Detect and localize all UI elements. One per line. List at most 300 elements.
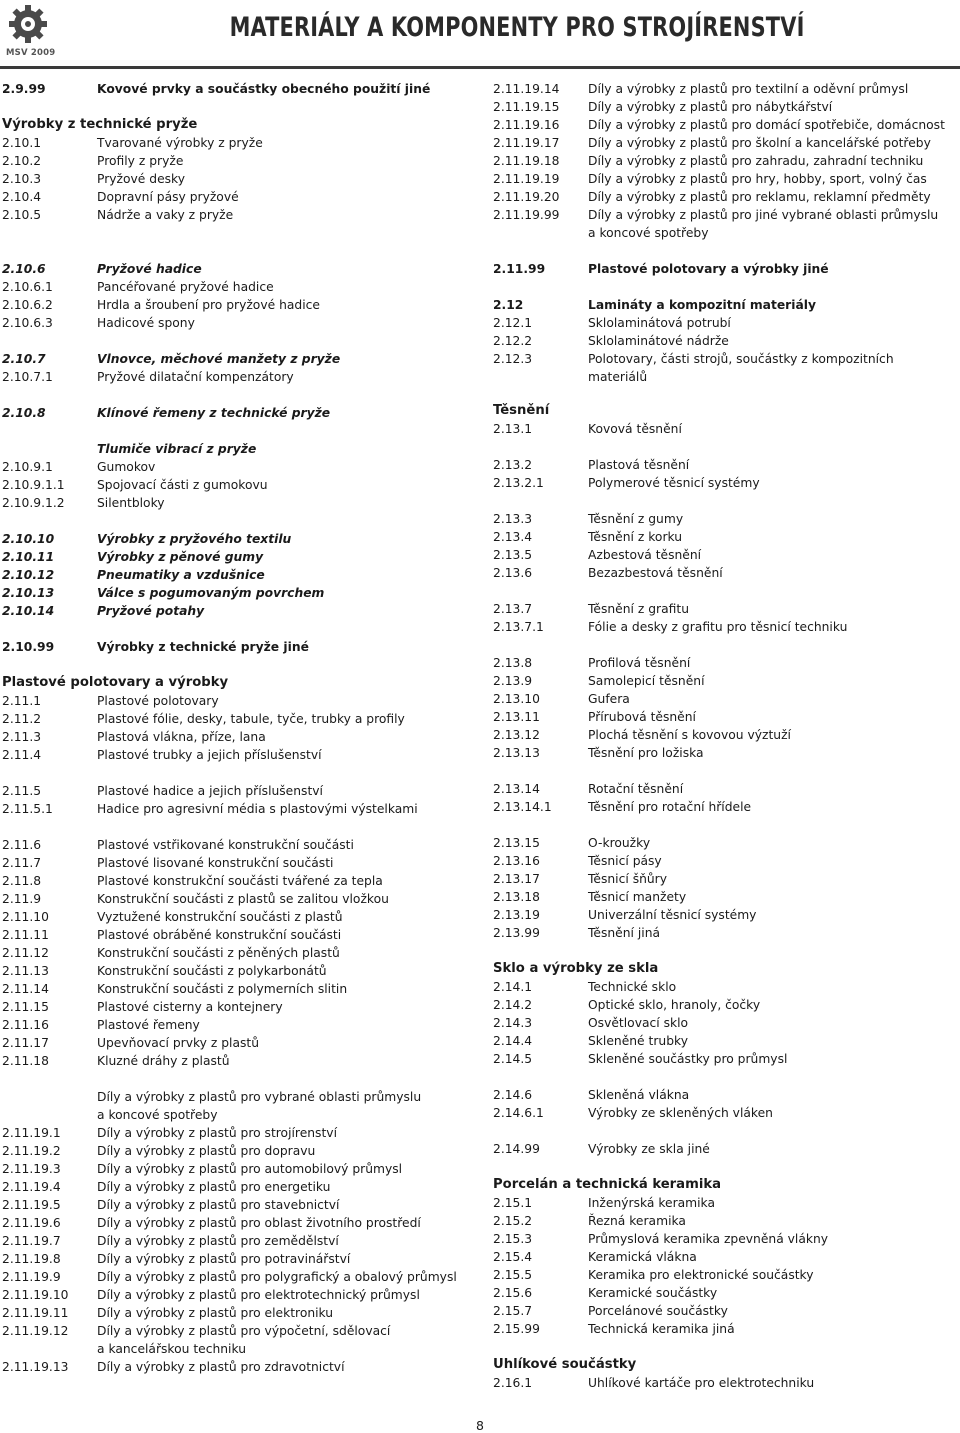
entry-label: Optické sklo, hranoly, čočky xyxy=(588,998,761,1012)
entry-code: 2.14.99 xyxy=(493,1142,540,1156)
catalog-entry xyxy=(493,314,955,332)
catalog-entry xyxy=(2,1106,472,1124)
entry-code: 2.13.11 xyxy=(493,710,540,724)
catalog-entry xyxy=(493,978,955,996)
catalog-entry xyxy=(2,440,472,458)
entry-label: Pryžové potahy xyxy=(97,604,205,618)
spacer xyxy=(493,582,955,600)
catalog-entry xyxy=(2,602,472,620)
left-column xyxy=(2,80,472,1376)
catalog-entry xyxy=(2,980,472,998)
entry-label: Silentbloky xyxy=(97,496,165,510)
entry-label: Díly a výrobky z plastů pro elektrotechnický průmysl xyxy=(97,1288,420,1302)
entry-code: 2.11.5.1 xyxy=(2,802,53,816)
entry-label: Válce s pogumovaným povrchem xyxy=(97,586,325,600)
entry-code: 2.13.19 xyxy=(493,908,540,922)
entry-label: Samolepicí těsnění xyxy=(588,674,705,688)
catalog-entry xyxy=(2,872,472,890)
entry-label: Přírubová těsnění xyxy=(588,710,696,724)
catalog-entry xyxy=(2,530,472,548)
header-divider xyxy=(0,66,960,69)
entry-label: Průmyslová keramika zpevněná vlákny xyxy=(588,1232,829,1246)
catalog-entry xyxy=(493,906,955,924)
catalog-entry xyxy=(2,962,472,980)
catalog-entry xyxy=(493,870,955,888)
entry-code: 2.15.7 xyxy=(493,1304,533,1318)
entry-label: Skleněná vlákna xyxy=(588,1088,690,1102)
entry-label: O-kroužky xyxy=(588,836,651,850)
entry-label: Plastové obráběné konstrukční součásti xyxy=(97,928,342,942)
entry-code: 2.11.16 xyxy=(2,1018,49,1032)
entry-code: 2.11.19.12 xyxy=(2,1324,69,1338)
catalog-entry xyxy=(2,1178,472,1196)
catalog-entry xyxy=(493,296,955,314)
catalog-entry xyxy=(493,456,955,474)
catalog-entry xyxy=(2,476,472,494)
catalog-entry xyxy=(493,888,955,906)
entry-label: Spojovací části z gumokovu xyxy=(97,478,268,492)
spacer xyxy=(2,422,472,440)
entry-code: 2.11.5 xyxy=(2,784,42,798)
entry-code: 2.10.7.1 xyxy=(2,370,53,384)
catalog-entry xyxy=(2,728,472,746)
catalog-entry xyxy=(2,1358,472,1376)
entry-code: 2.13.16 xyxy=(493,854,540,868)
catalog-entry xyxy=(493,690,955,708)
entry-code: 2.14.6 xyxy=(493,1088,533,1102)
entry-label: Plochá těsnění s kovovou výztuží xyxy=(588,728,791,742)
entry-label: Azbestová těsnění xyxy=(588,548,702,562)
entry-label: Výrobky z technické pryže jiné xyxy=(97,640,309,654)
entry-code: 2.10.10 xyxy=(2,532,55,546)
catalog-entry xyxy=(2,494,472,512)
entry-code: 2.14.6.1 xyxy=(493,1106,544,1120)
entry-code: 2.11.19.5 xyxy=(2,1198,61,1212)
entry-label: Výrobky ze skla jiné xyxy=(588,1142,710,1156)
entry-label: Pryžové hadice xyxy=(97,262,202,276)
entry-label: Těsnění pro rotační hřídele xyxy=(588,800,752,814)
entry-code: 2.14.2 xyxy=(493,998,533,1012)
entry-code: 2.11.18 xyxy=(2,1054,49,1068)
entry-code: 2.10.99 xyxy=(2,640,55,654)
entry-code: 2.11.9 xyxy=(2,892,42,906)
catalog-entry xyxy=(2,368,472,386)
entry-code: 2.13.5 xyxy=(493,548,533,562)
entry-label: Těsnicí manžety xyxy=(588,890,687,904)
entry-code: 2.13.12 xyxy=(493,728,540,742)
entry-label: Rotační těsnění xyxy=(588,782,684,796)
entry-code: 2.10.6.3 xyxy=(2,316,53,330)
entry-label: Díly a výrobky z plastů pro textilní a oděvní průmysl xyxy=(588,82,909,96)
entry-label: Pryžové desky xyxy=(97,172,185,186)
catalog-entry xyxy=(2,1214,472,1232)
spacer xyxy=(2,512,472,530)
catalog-entry xyxy=(493,600,955,618)
entry-label: Plastové cisterny a kontejnery xyxy=(97,1000,283,1014)
catalog-entry xyxy=(2,1250,472,1268)
catalog-entry xyxy=(493,1212,955,1230)
entry-code: 2.11.19.1 xyxy=(2,1126,61,1140)
entry-label: Díly a výrobky z plastů pro potravinářství xyxy=(97,1252,351,1266)
entry-code: 2.13.99 xyxy=(493,926,540,940)
catalog-entry xyxy=(2,1124,472,1142)
entry-label: Díly a výrobky z plastů pro oblast životního prostředí xyxy=(97,1216,421,1230)
spacer xyxy=(493,492,955,510)
catalog-entry xyxy=(493,474,955,492)
entry-label: Díly a výrobky z plastů pro domácí spotřebiče, domácnost xyxy=(588,118,945,132)
spacer xyxy=(493,942,955,960)
entry-code: 2.15.99 xyxy=(493,1322,540,1336)
entry-code: 2.13.10 xyxy=(493,692,540,706)
spacer xyxy=(2,98,472,116)
entry-label: Tvarované výrobky z pryže xyxy=(97,136,263,150)
entry-code: 2.14.4 xyxy=(493,1034,533,1048)
spacer xyxy=(2,620,472,638)
entry-code: 2.11.17 xyxy=(2,1036,49,1050)
entry-label: Díly a výrobky z plastů pro vybrané oblasti průmyslu xyxy=(97,1090,422,1104)
entry-code: 2.13.8 xyxy=(493,656,533,670)
catalog-entry xyxy=(493,224,955,242)
entry-label: Díly a výrobky z plastů pro elektroniku xyxy=(97,1306,334,1320)
catalog-entry xyxy=(2,458,472,476)
catalog-entry xyxy=(2,908,472,926)
spacer xyxy=(2,386,472,404)
entry-code: 2.11.19.10 xyxy=(2,1288,69,1302)
entry-code: 2.15.3 xyxy=(493,1232,533,1246)
entry-label: Plastová vlákna, příze, lana xyxy=(97,730,266,744)
catalog-entry xyxy=(2,1286,472,1304)
entry-label: Plastové hadice a jejich příslušenství xyxy=(97,784,323,798)
entry-code: 2.10.13 xyxy=(2,586,55,600)
entry-code xyxy=(493,224,588,242)
entry-label: Díly a výrobky z plastů pro nábytkářství xyxy=(588,100,833,114)
catalog-entry xyxy=(2,278,472,296)
entry-code: 2.11.7 xyxy=(2,856,42,870)
spacer xyxy=(2,818,472,836)
section-heading: Těsnění xyxy=(493,403,550,418)
entry-code xyxy=(2,440,97,458)
entry-code: 2.11.19.2 xyxy=(2,1144,61,1158)
entry-label: Díly a výrobky z plastů pro výpočetní, sdělovací xyxy=(97,1324,391,1338)
catalog-entry xyxy=(493,1374,955,1392)
entry-code: 2.11.19.20 xyxy=(493,190,560,204)
entry-label: Díly a výrobky z plastů pro polygrafický a obalový průmysl xyxy=(97,1270,457,1284)
entry-code: 2.11.19.13 xyxy=(2,1360,69,1374)
catalog-entry xyxy=(493,924,955,942)
catalog-entry xyxy=(493,654,955,672)
entry-label: Gumokov xyxy=(97,460,156,474)
entry-code: 2.11.19.8 xyxy=(2,1252,61,1266)
entry-code: 2.13.1 xyxy=(493,422,533,436)
catalog-entry xyxy=(2,1196,472,1214)
msv-logo xyxy=(6,4,56,64)
entry-code: 2.11.6 xyxy=(2,838,42,852)
entry-label: Inženýrská keramika xyxy=(588,1196,715,1210)
catalog-entry xyxy=(493,206,955,224)
entry-code: 2.14.3 xyxy=(493,1016,533,1030)
catalog-entry xyxy=(493,798,955,816)
catalog-entry xyxy=(2,1340,472,1358)
catalog-entry xyxy=(493,1086,955,1104)
catalog-entry xyxy=(493,1230,955,1248)
entry-code: 2.12 xyxy=(493,298,524,312)
entry-code: 2.11.19.9 xyxy=(2,1270,61,1284)
spacer xyxy=(493,1068,955,1086)
entry-label: Technické sklo xyxy=(588,980,677,994)
catalog-entry xyxy=(493,1014,955,1032)
catalog-entry xyxy=(493,188,955,206)
section-heading: Výrobky z technické pryže xyxy=(2,117,198,132)
catalog-entry xyxy=(2,1088,472,1106)
entry-label: Keramické součástky xyxy=(588,1286,718,1300)
entry-code: 2.11.99 xyxy=(493,262,546,276)
entry-code: 2.11.1 xyxy=(2,694,42,708)
catalog-entry xyxy=(493,1266,955,1284)
catalog-entry xyxy=(493,1194,955,1212)
entry-code: 2.13.2 xyxy=(493,458,533,472)
catalog-entry xyxy=(493,1248,955,1266)
entry-code: 2.13.7 xyxy=(493,602,533,616)
entry-code: 2.11.19.4 xyxy=(2,1180,61,1194)
entry-label: Plastové polotovary a výrobky jiné xyxy=(588,262,829,276)
catalog-entry xyxy=(493,528,955,546)
catalog-entry xyxy=(493,564,955,582)
entry-label: Sklolaminátová potrubí xyxy=(588,316,731,330)
entry-code: 2.16.1 xyxy=(493,1376,533,1390)
entry-code: 2.10.6 xyxy=(2,262,46,276)
entry-label: Díly a výrobky z plastů pro zdravotnictví xyxy=(97,1360,345,1374)
section-heading: Uhlíkové součástky xyxy=(493,1357,637,1372)
section-heading: Porcelán a technická keramika xyxy=(493,1177,722,1192)
spacer xyxy=(2,242,472,260)
entry-label: Keramická vlákna xyxy=(588,1250,697,1264)
entry-code: 2.11.19.14 xyxy=(493,82,560,96)
entry-code: 2.10.4 xyxy=(2,190,42,204)
catalog-entry xyxy=(2,890,472,908)
catalog-entry xyxy=(2,782,472,800)
entry-label: Vlnovce, měchové manžety z pryže xyxy=(97,352,341,366)
entry-code: 2.11.19.16 xyxy=(493,118,560,132)
entry-code: 2.11.19.17 xyxy=(493,136,560,150)
entry-label: Keramika pro elektronické součástky xyxy=(588,1268,814,1282)
catalog-entry xyxy=(493,1032,955,1050)
entry-label: Technická keramika jiná xyxy=(588,1322,735,1336)
entry-label: Klínové řemeny z technické pryže xyxy=(97,406,331,420)
entry-code: 2.10.9.1 xyxy=(2,460,53,474)
entry-label: Profilová těsnění xyxy=(588,656,691,670)
catalog-entry xyxy=(2,836,472,854)
catalog-entry xyxy=(493,170,955,188)
entry-code: 2.11.19.11 xyxy=(2,1306,69,1320)
entry-label: Těsnění z gumy xyxy=(588,512,684,526)
entry-code: 2.10.6.2 xyxy=(2,298,53,312)
entry-label: Výrobky z pryžového textilu xyxy=(97,532,292,546)
entry-label: Konstrukční součásti z plastů se zalitou vložkou xyxy=(97,892,389,906)
catalog-entry xyxy=(493,1284,955,1302)
catalog-entry xyxy=(2,1052,472,1070)
entry-label: a koncové spotřeby xyxy=(97,1108,218,1122)
entry-code: 2.11.11 xyxy=(2,928,49,942)
entry-code: 2.11.13 xyxy=(2,964,49,978)
catalog-entry xyxy=(493,726,955,744)
entry-code: 2.11.19.6 xyxy=(2,1216,61,1230)
entry-label: Výrobky ze skleněných vláken xyxy=(588,1106,773,1120)
catalog-entry xyxy=(2,746,472,764)
entry-label: Tlumiče vibrací z pryže xyxy=(97,442,257,456)
entry-code: 2.11.19.3 xyxy=(2,1162,61,1176)
spacer xyxy=(493,816,955,834)
entry-code: 2.11.19.99 xyxy=(493,208,560,222)
right-column xyxy=(493,80,955,1392)
catalog-entry xyxy=(2,1304,472,1322)
entry-code: 2.10.9.1.2 xyxy=(2,496,65,510)
spacer xyxy=(2,764,472,782)
entry-code: 2.11.8 xyxy=(2,874,42,888)
section-heading: Plastové polotovary a výrobky xyxy=(2,675,229,690)
entry-label: Těsnění z korku xyxy=(588,530,683,544)
entry-label: Polymerové těsnicí systémy xyxy=(588,476,760,490)
entry-label: Bezazbestová těsnění xyxy=(588,566,723,580)
entry-code: 2.15.6 xyxy=(493,1286,533,1300)
spacer xyxy=(493,386,955,402)
page-title: MATERIÁLY A KOMPONENTY PRO STROJÍRENSTVÍ xyxy=(230,12,805,43)
catalog-entry xyxy=(2,1142,472,1160)
entry-label: Hadice pro agresivní média s plastovými výstelkami xyxy=(97,802,418,816)
entry-label: Dopravní pásy pryžové xyxy=(97,190,239,204)
entry-label: Plastové lisované konstrukční součásti xyxy=(97,856,334,870)
catalog-entry xyxy=(2,296,472,314)
entry-code: 2.11.14 xyxy=(2,982,49,996)
entry-code: 2.12.2 xyxy=(493,334,533,348)
spacer xyxy=(493,762,955,780)
entry-code: 2.14.5 xyxy=(493,1052,533,1066)
catalog-entry xyxy=(493,332,955,350)
entry-label: Plastové fólie, desky, tabule, tyče, trubky a profily xyxy=(97,712,405,726)
entry-code: 2.15.2 xyxy=(493,1214,533,1228)
catalog-entry xyxy=(493,152,955,170)
entry-code: 2.9.99 xyxy=(2,82,46,96)
catalog-entry xyxy=(2,926,472,944)
entry-code: 2.10.8 xyxy=(2,406,46,420)
entry-label: Skleněné součástky pro průmysl xyxy=(588,1052,788,1066)
entry-code: 2.10.3 xyxy=(2,172,42,186)
catalog-entry xyxy=(493,510,955,528)
page-number: 8 xyxy=(476,1418,484,1433)
catalog-entry xyxy=(2,134,472,152)
entry-label: Díly a výrobky z plastů pro stavebnictví xyxy=(97,1198,340,1212)
entry-code: 2.13.17 xyxy=(493,872,540,886)
entry-label: Pneumatiky a vzdušnice xyxy=(97,568,265,582)
entry-label: Plastová těsnění xyxy=(588,458,690,472)
catalog-entry xyxy=(2,350,472,368)
entry-code: 2.10.9.1.1 xyxy=(2,478,65,492)
catalog-entry xyxy=(2,1268,472,1286)
catalog-entry xyxy=(493,708,955,726)
entry-code: 2.10.1 xyxy=(2,136,42,150)
entry-code: 2.13.14.1 xyxy=(493,800,552,814)
entry-label: Díly a výrobky z plastů pro dopravu xyxy=(97,1144,316,1158)
catalog-entry xyxy=(2,1160,472,1178)
entry-code: 2.11.19.15 xyxy=(493,100,560,114)
entry-code: 2.11.19.18 xyxy=(493,154,560,168)
entry-label: Řezná keramika xyxy=(588,1214,686,1228)
entry-code: 2.11.2 xyxy=(2,712,42,726)
catalog-entry xyxy=(493,1302,955,1320)
entry-code xyxy=(2,1088,97,1106)
catalog-entry xyxy=(493,1050,955,1068)
catalog-entry xyxy=(2,638,472,656)
catalog-entry xyxy=(493,260,955,278)
gear-icon xyxy=(8,4,48,44)
section-heading: Sklo a výrobky ze skla xyxy=(493,961,659,976)
entry-label: Těsnění z grafitu xyxy=(588,602,689,616)
spacer xyxy=(493,1122,955,1140)
entry-code: 2.13.14 xyxy=(493,782,540,796)
catalog-entry xyxy=(2,566,472,584)
catalog-entry xyxy=(493,618,955,636)
catalog-entry xyxy=(493,80,955,98)
entry-label: Kluzné dráhy z plastů xyxy=(97,1054,230,1068)
catalog-entry xyxy=(493,852,955,870)
spacer xyxy=(2,332,472,350)
catalog-entry xyxy=(493,996,955,1014)
entry-label: Díly a výrobky z plastů pro zemědělství xyxy=(97,1234,339,1248)
entry-label: Konstrukční součásti z polymerních slitin xyxy=(97,982,348,996)
entry-code: 2.11.15 xyxy=(2,1000,49,1014)
entry-label: Gufera xyxy=(588,692,630,706)
spacer xyxy=(493,636,955,654)
entry-label: Profily z pryže xyxy=(97,154,184,168)
entry-label: Lamináty a kompozitní materiály xyxy=(588,298,816,312)
entry-label: Plastové vstřikované konstrukční součásti xyxy=(97,838,354,852)
entry-label: Porcelánové součástky xyxy=(588,1304,728,1318)
entry-label: Těsnicí pásy xyxy=(588,854,662,868)
entry-code: 2.11.12 xyxy=(2,946,49,960)
entry-code: 2.11.19.19 xyxy=(493,172,560,186)
entry-label: Konstrukční součásti z pěněných plastů xyxy=(97,946,340,960)
entry-label: Upevňovací prvky z plastů xyxy=(97,1036,260,1050)
entry-label: Kovová těsnění xyxy=(588,422,682,436)
catalog-entry xyxy=(2,314,472,332)
entry-label: Univerzální těsnicí systémy xyxy=(588,908,757,922)
catalog-entry xyxy=(2,188,472,206)
entry-code: 2.10.7 xyxy=(2,352,46,366)
catalog-entry xyxy=(2,1016,472,1034)
entry-label: Plastové řemeny xyxy=(97,1018,200,1032)
entry-label: Skleněné trubky xyxy=(588,1034,688,1048)
entry-label: Díly a výrobky z plastů pro strojírenství xyxy=(97,1126,337,1140)
catalog-entry xyxy=(2,584,472,602)
entry-label: Výrobky z pěnové gumy xyxy=(97,550,264,564)
entry-code: 2.13.18 xyxy=(493,890,540,904)
entry-label: Díly a výrobky z plastů pro automobilový průmysl xyxy=(97,1162,403,1176)
catalog-entry xyxy=(493,98,955,116)
entry-label: Vyztužené konstrukční součásti z plastů xyxy=(97,910,343,924)
entry-label: Sklolaminátové nádrže xyxy=(588,334,729,348)
catalog-entry xyxy=(493,546,955,564)
spacer xyxy=(2,1070,472,1088)
catalog-entry xyxy=(2,404,472,422)
catalog-entry xyxy=(2,854,472,872)
entry-label: Konstrukční součásti z polykarbonátů xyxy=(97,964,327,978)
entry-label: Nádrže a vaky z pryže xyxy=(97,208,234,222)
entry-label: Díly a výrobky z plastů pro energetiku xyxy=(97,1180,331,1194)
entry-code: 2.10.12 xyxy=(2,568,55,582)
catalog-entry xyxy=(493,1104,955,1122)
entry-label: Osvětlovací sklo xyxy=(588,1016,689,1030)
spacer xyxy=(493,278,955,296)
entry-code: 2.11.19.7 xyxy=(2,1234,61,1248)
